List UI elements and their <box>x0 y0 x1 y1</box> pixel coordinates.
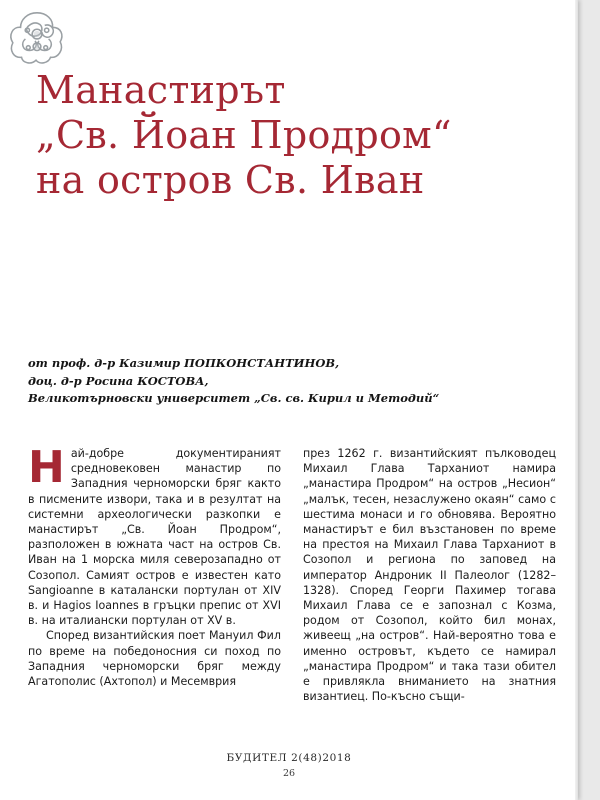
body-column-left <box>28 442 281 704</box>
page-number: 26 <box>282 768 296 779</box>
rosette-ornament-icon <box>8 8 66 66</box>
title-line-2: „Св. Йоан Продром“ <box>36 113 452 157</box>
body-paragraph: през 1262 г. византийският пълководец Михаил Глава Тарханиот намира „манастира Продром“ на остров „Несион“ „малък, тесен, незаслужено окаян“ само с шестима монаси и го обновява. Вероятно манастирът е бил възстановен по време на престоя на Михаил Глава Тарханиот в Созопол и региона по заповед на император Андроник II Палеолог (1282–1328). Според Георги Пахимер тогава Михаил Глава се е запознал с Козма, родом от Созопол, който бил монах, живеещ „на остров“. Най-вероятно това е именно островът, където се намирал „манастира Продром“ и така тази обител е привлякла вниманието на знатния византиец. По-късно същи- <box>303 447 556 704</box>
page-footer <box>0 752 578 779</box>
body-column-right <box>303 446 556 704</box>
body-paragraph: Според византийския поет Мануил Фил по време на победоносния си поход по Западния черноморски бряг между Агатополис (Ахтопол) и Месемврия <box>28 629 281 689</box>
article-title <box>36 68 556 203</box>
drop-cap: Н <box>28 442 65 493</box>
article-body <box>28 442 556 704</box>
journal-issue-label: БУДИТЕЛ 2(48)2018 <box>226 752 352 764</box>
body-paragraph-text: ай-добре документираният средновековен манастир по Западния черноморски бряг както в писмените извори, така и в резултат на системни археологически разкопки е манастирът „Св. Йоан Продром“, разположен в южната част на остров Св. Иван на 1 морска миля северозападно от Созопол. Самият остров е известен като Sangioanne в каталански портулан от XIV в. и Hagios Ioannes в гръцки препис от XVI в. на италиански портулан от XV в. <box>28 447 281 628</box>
byline-line-3: Великотърновски университет „Св. св. Кирил и Методий“ <box>28 391 440 405</box>
title-line-3: на остров Св. Иван <box>36 158 425 202</box>
byline-line-1: от проф. д-р Казимир ПОПКОНСТАНТИНОВ, <box>28 356 340 370</box>
author-byline <box>28 355 558 408</box>
title-line-1: Манастирът <box>36 68 286 112</box>
body-paragraph <box>28 442 281 628</box>
byline-line-2: доц. д-р Росина КОСТОВА, <box>28 373 209 388</box>
